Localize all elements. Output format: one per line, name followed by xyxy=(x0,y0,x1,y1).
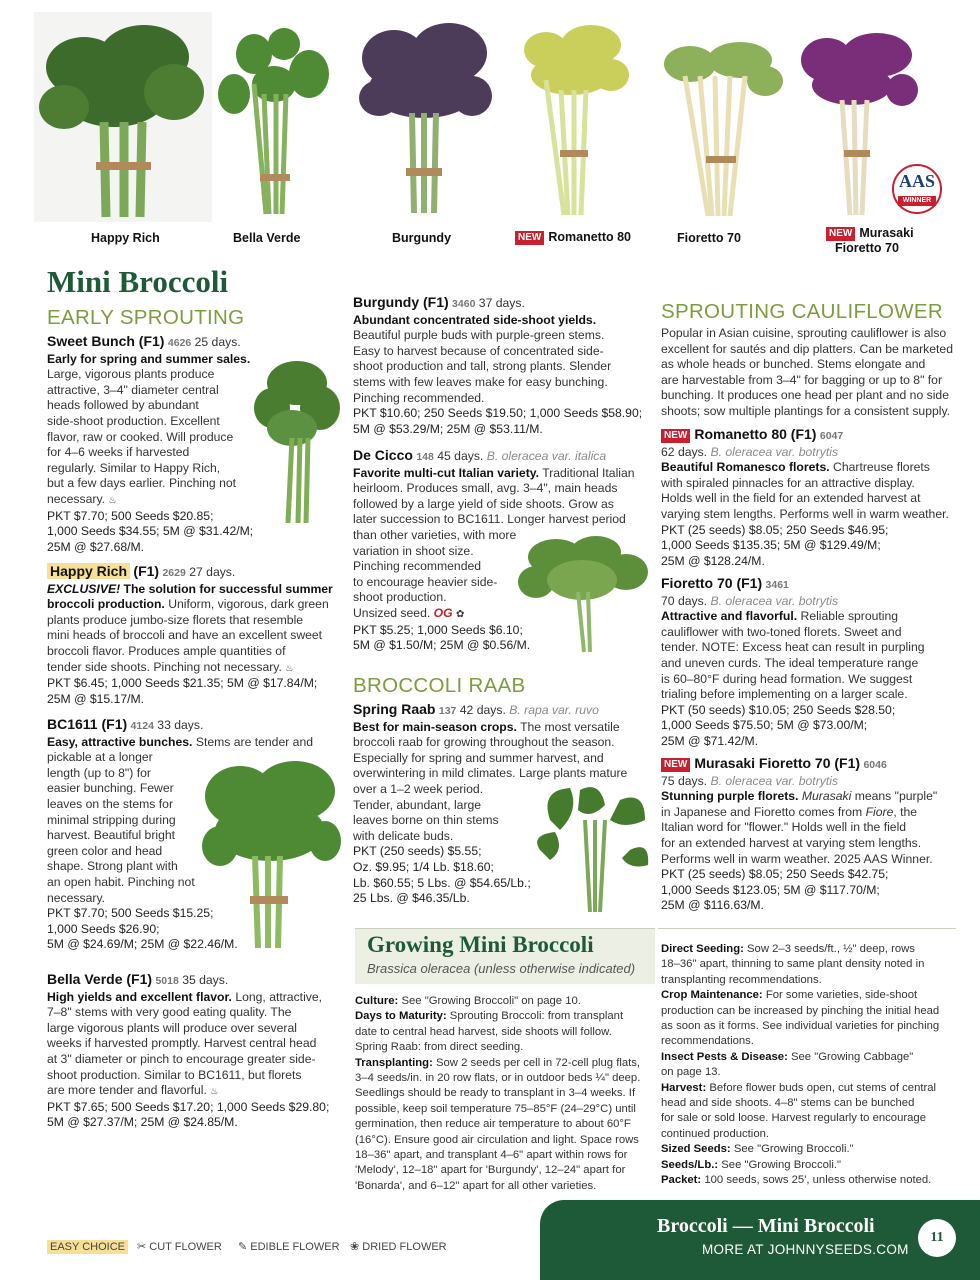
price-line: 1,000 Seeds $26.90; xyxy=(47,921,160,936)
price-line: PKT (25 seeds) $8.05; 250 Seeds $46.95; xyxy=(661,522,889,537)
legend-edible-flower-label: EDIBLE FLOWER xyxy=(250,1241,340,1253)
desc-line: harvest. Beautiful bright xyxy=(47,828,176,843)
desc-line: The most versatile xyxy=(520,719,620,734)
caption-romanetto xyxy=(515,230,631,245)
desc-line: , the xyxy=(893,804,918,819)
legend-easy-choice: EASY CHOICE xyxy=(47,1240,128,1254)
days: 70 days. xyxy=(661,593,708,608)
latin-name: B. oleracea var. botrytis xyxy=(710,773,839,788)
desc-line: than other varieties, with more xyxy=(353,527,517,542)
dried-flower-icon: ❀ xyxy=(350,1241,360,1253)
packet-text: 100 seeds, sows 25', unless otherwise noted. xyxy=(704,1174,932,1187)
variety-name: Bella Verde (F1) xyxy=(47,971,153,987)
desc-line: Especially for spring and summer harvest, and xyxy=(353,750,604,765)
days: 75 days. xyxy=(661,773,708,788)
price-line: PKT $7.65; 500 Seeds $17.20; 1,000 Seeds $29.80; xyxy=(47,1099,330,1114)
easy-choice-icon: ♨ xyxy=(210,1086,219,1097)
price-line: 5M @ $1.50/M; 25M @ $0.56/M. xyxy=(353,638,531,653)
growing-subtitle: Brassica oleracea (unless otherwise indicated) xyxy=(367,961,636,976)
desc-line: is 60–80°F during head formation. We suggest xyxy=(661,671,913,686)
section-heading-broccoli-raab: BROCCOLI RAAB xyxy=(353,674,526,697)
desc-line: Pinching recommended xyxy=(353,559,482,574)
variety-bella-verde xyxy=(47,972,347,1131)
growing-right-col xyxy=(661,942,961,1189)
desc-line: necessary. xyxy=(47,890,106,905)
desc-line: variation in shoot size. xyxy=(353,543,474,558)
desc-line: and uneven curds. The ideal temperature range xyxy=(661,655,919,670)
crop-maintenance-text: production can be increased by pinching the initial head xyxy=(661,1004,940,1017)
desc-line: Large, vigorous plants produce xyxy=(47,367,215,382)
price-line: PKT (25 seeds) $8.05; 250 Seeds $42.75; xyxy=(661,867,889,882)
days: 27 days. xyxy=(189,565,236,579)
price-line: 25M @ $128.24/M. xyxy=(661,553,765,568)
desc-line: pickable at a longer xyxy=(47,750,153,765)
desc-line: broccoli flavor. Produces ample quantities of xyxy=(47,643,286,658)
desc-line: leaves borne on thin stems xyxy=(353,813,499,828)
harvest-text: head and side shoots. 4–8" stems can be bunched xyxy=(661,1097,915,1110)
caption-burgundy: Burgundy xyxy=(392,231,452,245)
transplanting-label: Transplanting: xyxy=(355,1056,433,1069)
days: 45 days. xyxy=(437,449,484,463)
desc-line: tender. NOTE: Excess heat can result in purpling xyxy=(661,640,925,655)
culture-text: See "Growing Broccoli" on page 10. xyxy=(401,995,581,1007)
growing-left-col xyxy=(355,994,655,1194)
variety-name: Romanetto 80 (F1) xyxy=(694,426,817,442)
variety-name: Burgundy (F1) xyxy=(353,294,449,310)
item-number: 3461 xyxy=(765,579,789,591)
desc-line: flavor, raw or cooked. Will produce xyxy=(47,429,234,444)
price-line: 1,000 Seeds $123.05; 5M @ $117.70/M; xyxy=(661,882,880,897)
desc-line: Pinching recommended. xyxy=(353,390,485,405)
price-line: PKT $6.45; 1,000 Seeds $21.35; 5M @ $17.84/M; xyxy=(47,676,318,691)
desc-line: tender side shoots. Pinching not necessary. xyxy=(47,659,282,674)
growing-divider xyxy=(658,928,956,929)
caption-romanetto-text: Romanetto 80 xyxy=(548,230,631,244)
desc-line: Traditional Italian xyxy=(542,465,635,480)
desc-line: heads followed by abundant xyxy=(47,398,199,413)
transplanting-text: germination, then reduce air temperature to about 60°F xyxy=(355,1118,631,1131)
price-line: 1,000 Seeds $135.35; 5M @ $129.49/M; xyxy=(661,538,881,553)
crop-maintenance-text: recommendations. xyxy=(661,1035,754,1048)
new-badge: NEW xyxy=(661,758,690,772)
edible-flower-icon: ✎ xyxy=(238,1241,248,1253)
transplanting-text: 'Bonarda', and 6–12" apart for all other varieties. xyxy=(355,1179,597,1192)
variety-name: BC1611 (F1) xyxy=(47,716,128,732)
crop-maintenance-text: as soon as it forms. See individual varieties for pinching xyxy=(661,1020,940,1033)
variety-murasaki-fioretto-70 xyxy=(661,756,971,914)
crop-maintenance-label: Crop Maintenance: xyxy=(661,989,763,1002)
easy-choice-icon: ♨ xyxy=(108,494,117,505)
price-line: PKT $7.70; 500 Seeds $20.85; xyxy=(47,508,214,523)
intro-line: Popular in Asian cuisine, sprouting cauliflower is also xyxy=(661,326,947,340)
days: 42 days. xyxy=(459,703,506,717)
desc-line: heirloom. Produces small, avg. 3–4", main heads xyxy=(353,481,618,496)
lead-text: Abundant concentrated side-shoot yields. xyxy=(353,312,597,327)
legend-edible-flower xyxy=(238,1240,340,1253)
transplanting-text: Sow 2 seeds per cell in 72-cell plug flats, xyxy=(435,1056,641,1069)
desc-italic: Fiore xyxy=(865,804,894,819)
days: 25 days. xyxy=(194,335,241,349)
lead-text: Attractive and flavorful. xyxy=(661,609,798,624)
latin-name: B. rapa var. ruvo xyxy=(509,703,599,717)
lead-text: Best for main-season crops. xyxy=(353,719,517,734)
price-line: 5M @ $27.37/M; 25M @ $24.85/M. xyxy=(47,1115,238,1130)
desc-line: length (up to 8") for xyxy=(47,765,151,780)
desc-line: Tender, abundant, large xyxy=(353,797,482,812)
fioretto-photo xyxy=(650,36,790,220)
seeds-per-lb-label: Seeds/Lb.: xyxy=(661,1158,719,1171)
variety-name: Happy Rich xyxy=(47,563,130,579)
desc-line: stems with few leaves make for easy bunching. xyxy=(353,374,608,389)
direct-seeding-text: transplanting recommendations. xyxy=(661,973,822,986)
item-number: 5018 xyxy=(155,975,179,987)
growing-title: Growing Mini Broccoli xyxy=(367,932,594,957)
harvest-text: for sale or sold loose. Harvest regularly to encourage xyxy=(661,1112,926,1125)
price-line: 25 Lbs. @ $46.35/Lb. xyxy=(353,891,470,906)
desc-line: minimal stripping during xyxy=(47,812,176,827)
intro-line: shoots; sow multiple plantings for a consistent supply. xyxy=(661,403,951,418)
easy-choice-icon: ♨ xyxy=(285,662,294,673)
page-number: 11 xyxy=(918,1219,956,1257)
days: 33 days. xyxy=(157,718,204,732)
happy-rich-photo xyxy=(34,12,212,222)
aas-badge-label: WINNER xyxy=(898,196,936,206)
lead-text: Favorite multi-cut Italian variety. xyxy=(353,465,540,480)
desc-line: regularly. Similar to Happy Rich, xyxy=(47,460,221,475)
legend-cut-flower xyxy=(137,1240,222,1253)
desc-line: mini heads of broccoli and have an excellent sweet xyxy=(47,628,323,643)
transplanting-text: 3–4 seeds/in. in 20 row flats, or in outdoor beds ¼" deep. xyxy=(355,1072,641,1085)
price-line: 25M @ $116.63/M. xyxy=(661,898,764,913)
packet-label: Packet: xyxy=(661,1174,702,1187)
intro-line: bunching. It produces one head per plant and no side xyxy=(661,388,949,403)
price-line: 1,000 Seeds $75.50; 5M @ $73.00/M; xyxy=(661,718,868,733)
price-line: 25M @ $27.68/M. xyxy=(47,539,145,554)
section-heading-sprouting-cauliflower: SPROUTING CAULIFLOWER xyxy=(661,300,943,323)
intro-line: excellent for sautés and dip platters. Can be marketed xyxy=(661,341,953,356)
desc-line: with delicate buds. xyxy=(353,828,454,843)
days: 62 days. xyxy=(661,444,708,459)
desc-line: Unsized seed. xyxy=(353,605,431,620)
sized-seeds-label: Sized Seeds: xyxy=(661,1143,731,1156)
desc-line: for an extended harvest at varying stem lengths. xyxy=(661,835,922,850)
item-number: 3460 xyxy=(452,298,476,310)
desc-line: cauliflower with two-toned florets. Sweet and xyxy=(661,624,902,639)
lead-text: Easy, attractive bunches. xyxy=(47,734,193,749)
aas-winner-badge: AAS WINNER xyxy=(892,164,942,214)
price-line: PKT (250 seeds) $5.55; xyxy=(353,844,482,859)
item-number: 6046 xyxy=(863,759,887,771)
crop-maintenance-text: For some varieties, side-shoot xyxy=(765,989,918,1002)
transplanting-text: 18–36" apart, and transplant 4–6" apart within rows for xyxy=(355,1149,628,1162)
price-line: 5M @ $53.29/M; 25M @ $53.11/M. xyxy=(353,421,543,436)
variety-burgundy xyxy=(353,295,653,437)
desc-line: means "purple" xyxy=(854,789,938,804)
desc-line: but a few days earlier. Pinching not xyxy=(47,476,237,491)
desc-line: Long, attractive, xyxy=(235,989,323,1004)
dtm-text: Spring Raab: from direct seeding. xyxy=(355,1041,524,1054)
dtm-text: date to central head harvest, side shoots will follow. xyxy=(355,1025,612,1038)
price-line: PKT $10.60; 250 Seeds $19.50; 1,000 Seeds $58.90; xyxy=(353,406,643,421)
item-number: 2629 xyxy=(162,567,186,579)
cauliflower-intro xyxy=(661,326,971,420)
price-line: 1,000 Seeds $34.55; 5M @ $31.42/M; xyxy=(47,524,254,539)
latin-name: B. oleracea var. botrytis xyxy=(710,593,839,608)
desc-line: plants produce jumbo-size florets that resemble xyxy=(47,612,304,627)
desc-line: Stems are tender and xyxy=(195,734,314,749)
insect-pests-text: See "Growing Cabbage" xyxy=(790,1050,914,1063)
caption-happy-rich: Happy Rich xyxy=(91,231,160,245)
desc-line: overwintering in mild climates. Large plants mature xyxy=(353,766,628,781)
sized-seeds-text: See "Growing Broccoli." xyxy=(733,1143,854,1156)
desc-line: to encourage heavier side- xyxy=(353,574,498,589)
desc-line: in Japanese and Fioretto comes from xyxy=(661,804,863,819)
desc-line: green color and head xyxy=(47,843,163,858)
footer-url[interactable]: MORE AT JOHNNYSEEDS.COM xyxy=(702,1242,909,1257)
variety-name: Sweet Bunch (F1) xyxy=(47,333,165,349)
price-line: Lb. $60.55; 5 Lbs. @ $54.65/Lb.; xyxy=(353,875,531,890)
price-line: PKT $7.70; 500 Seeds $15.25; xyxy=(47,906,214,921)
variety-name: De Cicco xyxy=(353,447,413,463)
lead-text: Beautiful Romanesco florets. xyxy=(661,460,830,475)
lead-text: Early for spring and summer sales. xyxy=(47,351,251,366)
legend-dried-flower-label: DRIED FLOWER xyxy=(362,1241,447,1253)
price-line: PKT $5.25; 1,000 Seeds $6.10; xyxy=(353,622,523,637)
caption-murasaki-line2: Fioretto 70 xyxy=(835,241,899,255)
item-number: 148 xyxy=(416,451,434,463)
desc-line: shoot production. Similar to BC1611, but florets xyxy=(47,1067,302,1082)
latin-name: B. oleracea var. botrytis xyxy=(710,444,839,459)
caption-murasaki-text: Murasaki xyxy=(859,226,914,240)
desc-line: 7–8" stems with very good eating quality. The xyxy=(47,1005,292,1020)
desc-line: large vigorous plants will produce over several xyxy=(47,1020,297,1035)
desc-italic: Murasaki xyxy=(801,789,852,804)
transplanting-text: (16°C). Ensure good air circulation and light. Space rows xyxy=(355,1133,639,1146)
legend-dried-flower xyxy=(350,1240,447,1253)
desc-line: Chartreuse florets xyxy=(833,460,930,475)
desc-line: later succession to BC1611. Longer harvest period xyxy=(353,512,626,527)
desc-line: broccoli raab for growing throughout the season. xyxy=(353,735,615,750)
lead-text: High yields and excellent flavor. xyxy=(47,989,232,1004)
desc-line: for 4–6 weeks if harvested xyxy=(47,445,190,460)
harvest-text: Before flower buds open, cut stems of central xyxy=(709,1081,937,1094)
desc-line: Reliable sprouting xyxy=(800,609,899,624)
direct-seeding-label: Direct Seeding: xyxy=(661,943,744,955)
de-cicco-photo xyxy=(516,532,652,654)
desc-line: Holds well in the field for an extended harvest at xyxy=(661,491,921,506)
variety-happy-rich xyxy=(47,564,347,707)
new-badge: NEW xyxy=(826,227,855,241)
desc-line: weeks if harvested promptly. Harvest central head xyxy=(47,1036,317,1051)
desc-line: shape. Strong plant with xyxy=(47,859,178,874)
page-title: Mini Broccoli xyxy=(47,264,229,299)
new-badge: NEW xyxy=(515,231,544,245)
item-number: 137 xyxy=(438,705,457,717)
lead-text: broccoli production. xyxy=(47,597,165,612)
desc-line: at 3" diameter or pinch to encourage greater side- xyxy=(47,1051,316,1066)
latin-name: B. oleracea var. italica xyxy=(486,449,607,463)
price-line: 5M @ $24.69/M; 25M @ $22.46/M. xyxy=(47,937,238,952)
item-number: 4626 xyxy=(167,337,192,349)
days: 35 days. xyxy=(182,973,229,987)
direct-seeding-text: 18–36" apart, thinning to same plant density noted in xyxy=(661,958,925,971)
caption-fioretto: Fioretto 70 xyxy=(677,231,741,245)
desc-line: are more tender and flavorful. xyxy=(47,1083,207,1098)
organic-badge: OG xyxy=(433,605,453,620)
desc-line: Italian word for "flower." Holds well in the field xyxy=(661,820,907,835)
desc-line: necessary. xyxy=(47,491,106,506)
transplanting-text: Seedlings should be ready to transplant in 3–4 weeks. If xyxy=(355,1087,636,1100)
desc-line: trialing before implementing on a larger scale. xyxy=(661,687,908,702)
intro-line: as whole heads or bunched. Stems elongate and xyxy=(661,357,926,372)
variety-name: Murasaki Fioretto 70 (F1) xyxy=(694,755,861,771)
new-badge: NEW xyxy=(661,429,690,443)
desc-line: Uniform, vigorous, dark green xyxy=(168,597,329,612)
sweet-bunch-photo xyxy=(252,358,342,526)
desc-line: Performs well in warm weather. 2025 AAS Winner. xyxy=(661,851,933,866)
harvest-label: Harvest: xyxy=(661,1081,707,1094)
footer-title: Broccoli — Mini Broccoli xyxy=(657,1215,875,1237)
insect-pests-label: Insect Pests & Disease: xyxy=(661,1050,788,1063)
exclusive-label: EXCLUSIVE! xyxy=(47,581,121,596)
bella-verde-photo xyxy=(214,24,334,220)
culture-label: Culture: xyxy=(355,995,399,1007)
item-number: 4124 xyxy=(130,720,154,732)
desc-line: easier bunching. Fewer xyxy=(47,781,174,796)
variety-romanetto-80 xyxy=(661,427,971,569)
section-heading-early-sprouting: EARLY SPROUTING xyxy=(47,306,245,329)
price-line: 25M @ $15.17/M. xyxy=(47,691,145,706)
insect-pests-text: on page 13. xyxy=(661,1066,721,1079)
romanetto-photo xyxy=(516,20,632,218)
desc-line: shoot production and tall, strong plants. Slender xyxy=(353,359,612,374)
variety-name: Spring Raab xyxy=(353,701,436,717)
bc1611-photo xyxy=(200,756,342,952)
intro-line: are harvestable from 3–4" for bagging or up to 8" for xyxy=(661,372,943,387)
scissors-icon: ✂ xyxy=(137,1241,147,1253)
item-number: 6047 xyxy=(819,430,844,442)
days-to-maturity-label: Days to Maturity: xyxy=(355,1010,447,1023)
caption-murasaki xyxy=(826,226,914,256)
variety-name: Fioretto 70 (F1) xyxy=(661,575,763,591)
burgundy-photo xyxy=(354,18,494,218)
caption-bella-verde: Bella Verde xyxy=(233,231,301,245)
direct-seeding-text: Sow 2–3 seeds/ft., ½" deep, rows xyxy=(747,943,915,955)
variety-f1: (F1) xyxy=(133,563,160,579)
desc-line: followed by a large yield of side shoots. Grow as xyxy=(353,496,614,511)
desc-line: Beautiful purple buds with purple-green stems. xyxy=(353,328,605,343)
desc-line: varying stem lengths. Performs well in warm weather. xyxy=(661,506,949,521)
desc-line: side-shoot production. Excellent xyxy=(47,413,220,428)
price-line: 25M @ $71.42/M. xyxy=(661,733,759,748)
desc-line: an open habit. Pinching not xyxy=(47,874,195,889)
lead-text: Stunning purple florets. xyxy=(661,789,799,804)
lead-text: The solution for successful summer xyxy=(123,581,333,596)
legend-cut-flower-label: CUT FLOWER xyxy=(149,1241,222,1253)
desc-line: attractive, 3–4" diameter central xyxy=(47,382,219,397)
desc-line: leaves on the stems for xyxy=(47,796,173,811)
price-line: PKT (50 seeds) $10.05; 250 Seeds $28.50; xyxy=(661,702,896,717)
variety-fioretto-70 xyxy=(661,576,971,750)
spring-raab-photo xyxy=(530,780,652,914)
harvest-text: continued production. xyxy=(661,1127,770,1140)
desc-line: shoot production. xyxy=(353,590,447,605)
desc-line: over a 1–2 week period. xyxy=(353,781,484,796)
desc-line: with spiraled pinnacles for an attractive display. xyxy=(661,475,915,490)
days: 37 days. xyxy=(478,296,525,310)
footer-bar xyxy=(540,1200,980,1280)
transplanting-text: 'Melody', 12–18" apart for 'Burgundy', 12–24" apart for xyxy=(355,1164,626,1177)
price-line: Oz. $9.95; 1/4 Lb. $18.60; xyxy=(353,859,494,874)
edible-flower-icon: ✿ xyxy=(455,608,465,620)
dtm-text: Sprouting Broccoli: from transplant xyxy=(449,1010,624,1023)
transplanting-text: possible, keep soil temperature 75–85°F (24–29°C) until xyxy=(355,1102,636,1115)
desc-line: Easy to harvest because of concentrated side- xyxy=(353,343,604,358)
seeds-per-lb-text: See "Growing Broccoli." xyxy=(721,1158,842,1171)
